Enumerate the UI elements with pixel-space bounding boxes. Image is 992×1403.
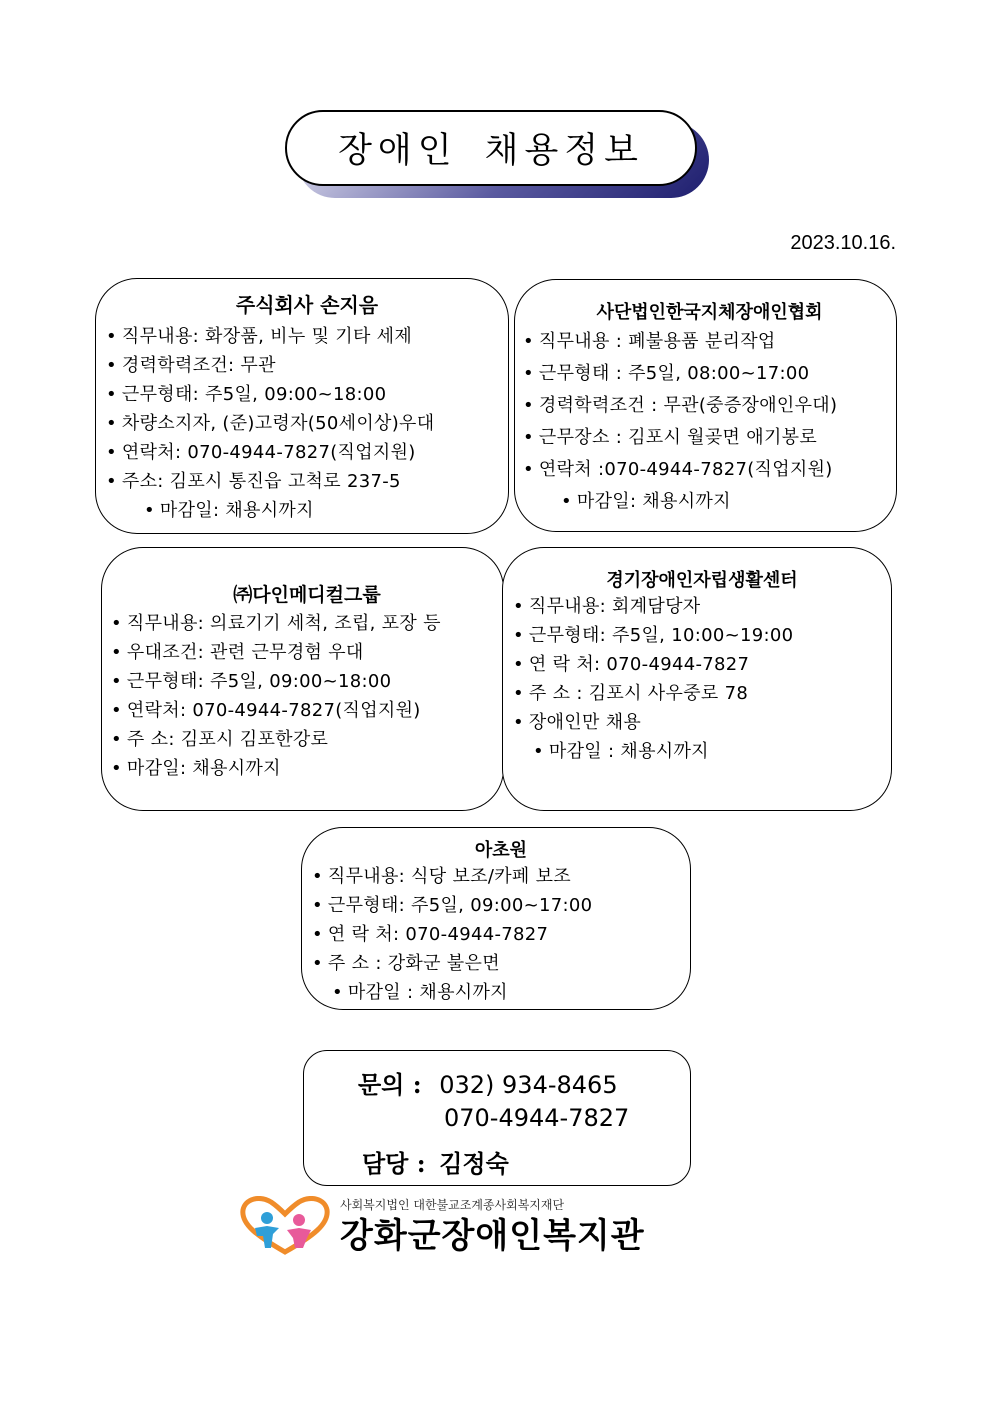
list-item: • 근무형태: 주5일, 10:00~19:00 (513, 621, 891, 650)
card-title: 사단법인한국지체장애인협회 (596, 302, 823, 323)
list-item: • 연 락 처: 070-4944-7827 (513, 650, 891, 679)
inquiry-label: 문의 : (358, 1070, 422, 1099)
list-item: • 장애인만 채용 (513, 708, 891, 737)
list-item: • 주 소 : 김포시 사우중로 78 (513, 679, 891, 708)
job-card-dain-medical (101, 547, 504, 811)
list-item: • 연락처 :070-4944-7827(직업지원) (523, 454, 896, 486)
logo-subtitle: 사회복지법인 대한불교조계종사회복지재단 (340, 1198, 565, 1212)
deadline-item: • 마감일: 채용시까지 (106, 496, 508, 525)
manager-name: 김정숙 (439, 1149, 509, 1178)
list-item: • 직무내용 : 폐불용품 분리작업 (523, 326, 896, 358)
card-title: 아초원 (474, 840, 528, 861)
list-item: • 주 소 : 강화군 불은면 (312, 949, 690, 978)
document-date: 2023.10.16. (790, 232, 896, 254)
list-item: • 경력학력조건 : 무관(중증장애인우대) (523, 390, 896, 422)
card-title: ㈜다인메디컬그룹 (233, 584, 381, 606)
card-items (312, 862, 690, 1007)
list-item: • 연락처: 070-4944-7827(직업지원) (106, 438, 508, 467)
inquiry-phone-1: 032) 934-8465 (439, 1071, 618, 1099)
deadline-item: • 마감일 : 채용시까지 (312, 978, 690, 1007)
welfare-center-logo (237, 1196, 697, 1256)
list-item: • 우대조건: 관련 근무경험 우대 (111, 638, 503, 667)
list-item: • 직무내용: 회계담당자 (513, 592, 891, 621)
heart-people-icon (237, 1196, 333, 1256)
list-item: • 근무형태: 주5일, 09:00~17:00 (312, 891, 690, 920)
list-item: • 연락처: 070-4944-7827(직업지원) (111, 696, 503, 725)
contact-box (303, 1050, 691, 1186)
list-item: • 주 소: 김포시 김포한강로 (111, 725, 503, 754)
title-box (285, 110, 697, 186)
page-title: 장애인 채용정보 (338, 131, 644, 171)
card-title: 경기장애인자립생활센터 (606, 570, 798, 591)
deadline-item: • 마감일 : 채용시까지 (513, 737, 891, 766)
card-items (111, 609, 503, 783)
list-item: • 근무형태 : 주5일, 08:00~17:00 (523, 358, 896, 390)
inquiry-phone-2-row (444, 1104, 629, 1132)
title-banner (285, 110, 697, 186)
job-card-achowon (301, 827, 691, 1010)
list-item: • 경력학력조건: 무관 (106, 351, 508, 380)
list-item: • 근무장소 : 김포시 월곶면 애기봉로 (523, 422, 896, 454)
card-items (523, 326, 896, 518)
manager-row (362, 1144, 509, 1179)
list-item: • 직무내용: 의료기기 세척, 조립, 포장 등 (111, 609, 503, 638)
inquiry-row (358, 1065, 618, 1100)
list-item: • 주소: 김포시 통진읍 고척로 237-5 (106, 467, 508, 496)
card-items (513, 592, 891, 766)
inquiry-phone-2: 070-4944-7827 (444, 1104, 630, 1132)
list-item: • 직무내용: 식당 보조/카페 보조 (312, 862, 690, 891)
job-card-sonjieum (95, 278, 509, 534)
card-items (106, 322, 508, 525)
card-title: 주식회사 손지음 (235, 293, 379, 317)
deadline-item: • 마감일: 채용시까지 (523, 486, 896, 518)
logo-name: 강화군장애인복지관 (340, 1216, 645, 1256)
list-item: • 차량소지자, (준)고령자(50세이상)우대 (106, 409, 508, 438)
list-item: • 마감일: 채용시까지 (111, 754, 503, 783)
manager-label: 담당 : (362, 1149, 426, 1178)
list-item: • 직무내용: 화장품, 비누 및 기타 세제 (106, 322, 508, 351)
list-item: • 근무형태: 주5일, 09:00~18:00 (106, 380, 508, 409)
job-card-disabled-association (514, 279, 897, 532)
job-card-gyeonggi-center (502, 547, 892, 811)
list-item: • 연 락 처: 070-4944-7827 (312, 920, 690, 949)
list-item: • 근무형태: 주5일, 09:00~18:00 (111, 667, 503, 696)
